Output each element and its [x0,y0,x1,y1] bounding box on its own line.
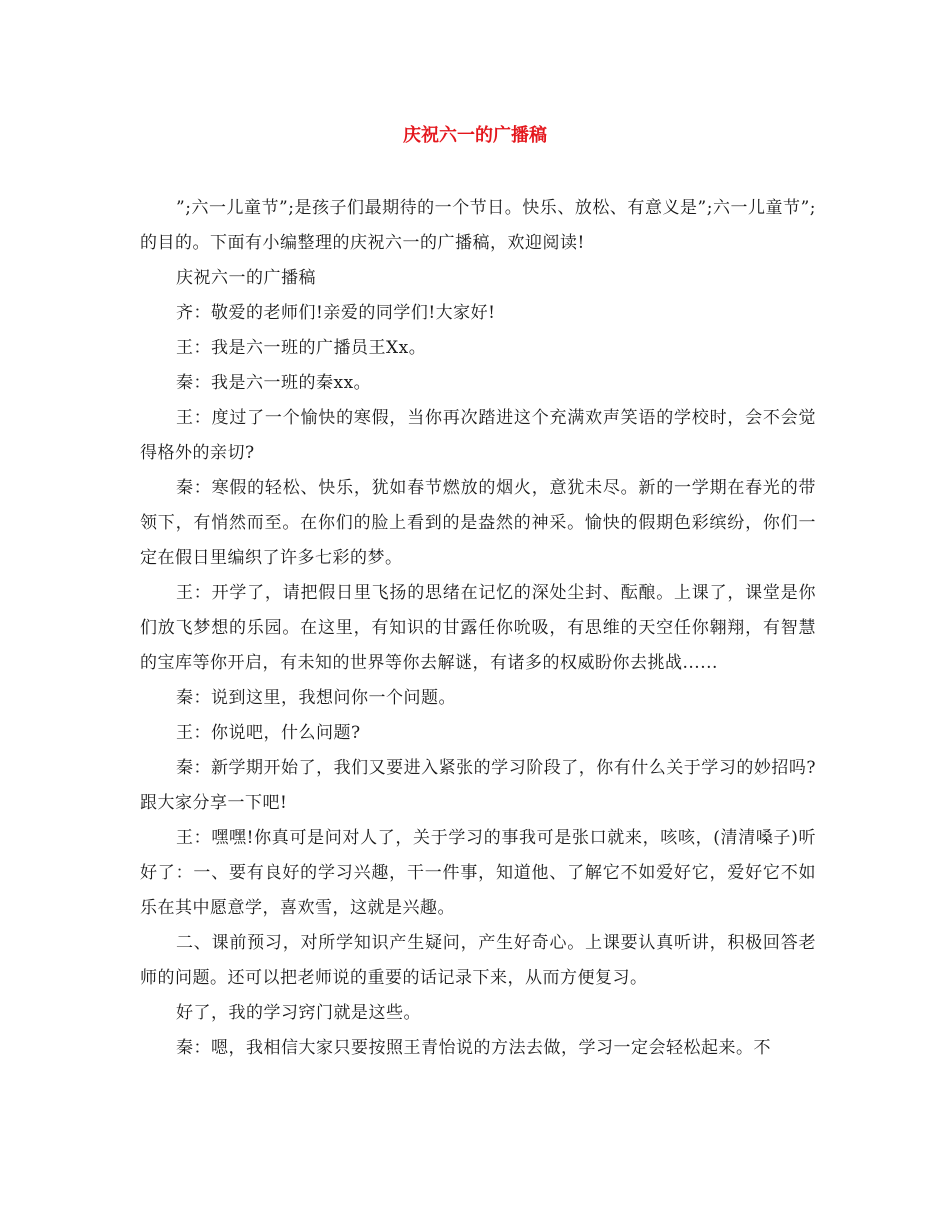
body-paragraph: 好了，我的学习窍门就是这些。 [176,1003,421,1023]
dialogue-line: 秦：新学期开始了，我们又要进入紧张的学习阶段了，你有什么关于学习的妙招吗?跟大家分享一下吧! [140,758,816,813]
dialogue-line: 秦：嗯，我相信大家只要按照王青怡说的方法去做，学习一定会轻松起来。不 [176,1038,771,1058]
dialogue-line: 秦：我是六一班的秦xx。 [176,373,372,393]
dialogue-line: 王：你说吧，什么问题? [176,723,361,743]
document-body [140,191,816,1066]
dialogue-line: 王：度过了一个愉快的寒假，当你再次踏进这个充满欢声笑语的学校时，会不会觉得格外的亲切? [140,408,816,463]
document-title: 庆祝六一的广播稿 [403,125,547,146]
dialogue-line: 秦：寒假的轻松、快乐，犹如春节燃放的烟火，意犹未尽。新的一学期在春光的带领下，有悄然而至。在你们的脸上看到的是盎然的神采。愉快的假期色彩缤纷，你们一定在假日里编织了许多七彩的梦。 [140,478,816,568]
intro-paragraph: ”;六一儿童节”;是孩子们最期待的一个节日。快乐、放松、有意义是”;六一儿童节”;的目的。下面有小编整理的庆祝六一的广播稿，欢迎阅读! [140,198,816,253]
dialogue-line: 王：开学了，请把假日里飞扬的思绪在记忆的深处尘封、酝酿。上课了，课堂是你们放飞梦想的乐园。在这里，有知识的甘露任你吮吸，有思维的天空任你翱翔，有智慧的宝库等你开启，有未知的世界等你去解谜，有诸多的权威盼你去挑战...... [140,583,816,673]
dialogue-line: 王：我是六一班的广播员王Xx。 [176,338,427,358]
section-heading: 庆祝六一的广播稿 [176,268,316,288]
dialogue-line: 王：嘿嘿!你真可是问对人了，关于学习的事我可是张口就来，咳咳，(清清嗓子)听好了：一、要有良好的学习兴趣，干一件事，知道他、了解它不如爱好它，爱好它不如乐在其中愿意学，喜欢雪，这就是兴趣。 [140,828,816,918]
dialogue-line: 齐：敬爱的老师们!亲爱的同学们!大家好! [176,303,496,323]
body-paragraph: 二、课前预习，对所学知识产生疑问，产生好奇心。上课要认真听讲，积极回答老师的问题。还可以把老师说的重要的话记录下来，从而方便复习。 [140,933,816,988]
dialogue-line: 秦：说到这里，我想问你一个问题。 [176,688,456,708]
